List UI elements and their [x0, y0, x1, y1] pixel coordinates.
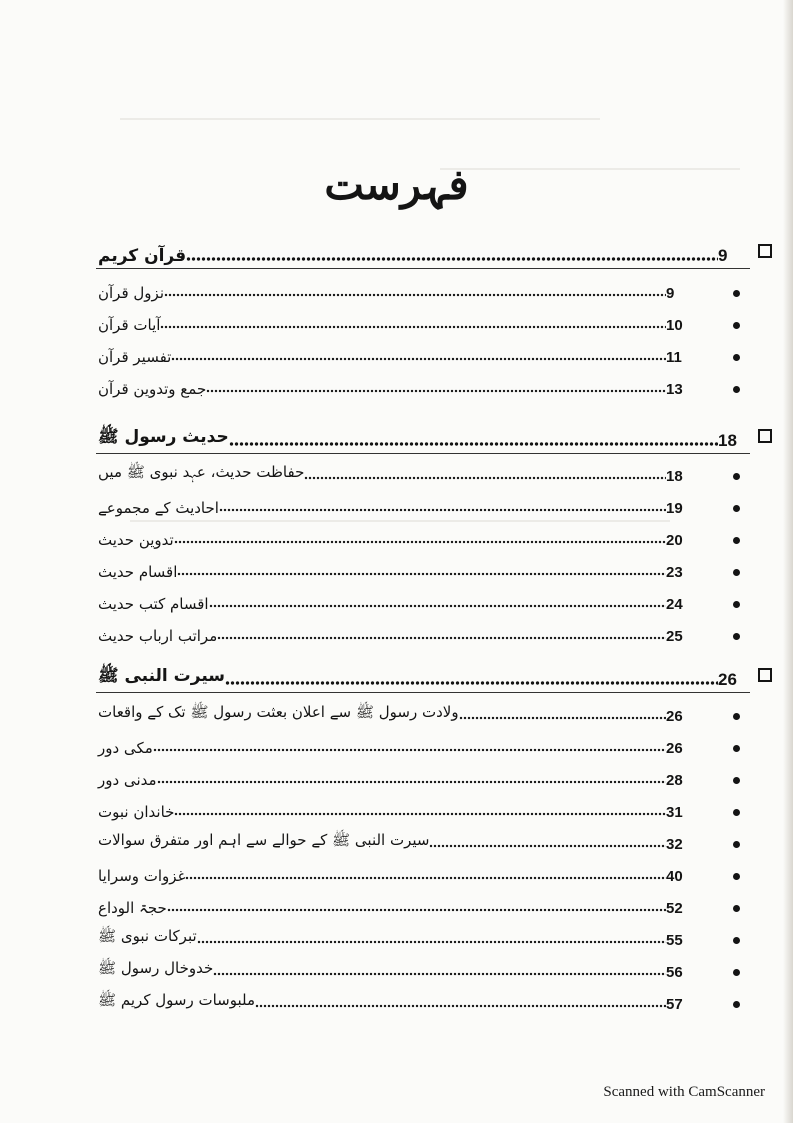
page-number: 10	[666, 317, 683, 334]
dot-leader	[174, 540, 666, 544]
section-marker-icon	[758, 429, 772, 443]
entry-row[interactable]	[94, 895, 694, 917]
section-title: حدیث رسول ﷺ	[98, 427, 229, 447]
entry-title: احادیث کے مجموعے	[98, 499, 219, 517]
entry-row[interactable]	[94, 376, 694, 398]
dot-leader	[209, 604, 666, 608]
dot-leader	[167, 908, 666, 912]
page-number: 11	[666, 349, 682, 366]
entry-row[interactable]	[94, 959, 694, 981]
entry-title: مراتب ارباب حدیث	[98, 627, 218, 645]
bullet-icon	[733, 601, 740, 608]
dot-leader	[304, 476, 666, 480]
section-row[interactable]	[94, 240, 746, 266]
entry-title: آیات قرآن	[98, 316, 161, 334]
page-number: 26	[718, 670, 737, 689]
section-row[interactable]	[94, 425, 746, 451]
entry-row[interactable]	[94, 623, 694, 645]
page-number: 40	[666, 868, 683, 885]
page-number: 9	[718, 246, 728, 265]
bullet-icon	[733, 937, 740, 944]
bullet-icon	[733, 713, 740, 720]
dot-leader	[229, 442, 718, 446]
bullet-icon	[733, 905, 740, 912]
page-number: 23	[666, 564, 683, 581]
section-marker-icon	[758, 668, 772, 682]
page-number: 24	[666, 596, 683, 613]
dot-leader	[174, 812, 666, 816]
entry-row[interactable]	[94, 527, 694, 549]
entry-title: نزول قرآن	[98, 284, 164, 302]
dot-leader	[206, 389, 666, 393]
bullet-icon	[733, 633, 740, 640]
entry-title: تفسیر قرآن	[98, 348, 172, 366]
bullet-icon	[733, 322, 740, 329]
dot-leader	[177, 572, 666, 576]
entry-row[interactable]	[94, 767, 694, 789]
entry-title: مکی دور	[98, 739, 153, 757]
dot-leader	[164, 293, 666, 297]
page-number: 19	[666, 500, 683, 517]
section-title: سیرت النبی ﷺ	[98, 666, 225, 686]
section-underline	[96, 268, 750, 269]
bullet-icon	[733, 777, 740, 784]
entry-row[interactable]	[94, 312, 694, 334]
bullet-icon	[733, 473, 740, 480]
entry-row[interactable]	[94, 280, 694, 302]
entry-row[interactable]	[94, 344, 694, 366]
entry-row[interactable]	[94, 591, 694, 613]
dot-leader	[171, 357, 666, 361]
entry-row[interactable]	[94, 831, 694, 853]
entry-title: تدوین حدیث	[98, 531, 174, 549]
page-number: 9	[666, 285, 675, 302]
dot-leader	[186, 257, 718, 261]
bullet-icon	[733, 505, 740, 512]
page-number: 18	[718, 431, 737, 450]
page-number: 18	[666, 468, 683, 485]
dot-leader	[197, 940, 666, 944]
scanner-watermark: Scanned with CamScanner	[603, 1084, 765, 1100]
bullet-icon	[733, 1001, 740, 1008]
entry-row[interactable]	[94, 863, 694, 885]
bullet-icon	[733, 809, 740, 816]
dot-leader	[160, 325, 666, 329]
section-marker-icon	[758, 244, 772, 258]
entry-title: اقسام حدیث	[98, 563, 178, 581]
dot-leader	[459, 716, 666, 720]
page-number: 55	[666, 932, 683, 949]
entry-title: اقسام کتب حدیث	[98, 595, 209, 613]
page-number: 13	[666, 381, 683, 398]
bullet-icon	[733, 537, 740, 544]
bullet-icon	[733, 841, 740, 848]
page-number: 57	[666, 996, 683, 1013]
entry-row[interactable]	[94, 991, 694, 1013]
entry-title: سیرت النبی ﷺ کے حوالے سے اہم اور متفرق سوالات	[98, 831, 430, 849]
section-underline	[96, 692, 750, 693]
page-number: 25	[666, 628, 683, 645]
entry-title: ولادت رسول ﷺ سے اعلان بعثت رسول ﷺ تک کے واقعات	[98, 703, 459, 721]
entry-row[interactable]	[94, 703, 694, 725]
bullet-icon	[733, 569, 740, 576]
section-title: قرآن کریم	[98, 246, 187, 266]
entry-title: حفاظت حدیث، عہد نبوی ﷺ میں	[98, 463, 305, 481]
dot-leader	[213, 972, 666, 976]
section-underline	[96, 453, 750, 454]
bullet-icon	[733, 354, 740, 361]
entry-title: تبرکات نبوی ﷺ	[98, 927, 197, 945]
bullet-icon	[733, 873, 740, 880]
dot-leader	[157, 780, 666, 784]
entry-title: حجۃ الوداع	[98, 899, 167, 917]
section-row[interactable]	[94, 664, 746, 690]
page-number: 32	[666, 836, 683, 853]
dot-leader	[225, 681, 718, 685]
entry-row[interactable]	[94, 559, 694, 581]
entry-title: خاندان نبوت	[98, 803, 175, 821]
page-number: 26	[666, 708, 683, 725]
dot-leader	[429, 844, 666, 848]
entry-title: خدوخال رسول ﷺ	[98, 959, 214, 977]
page-title: فہرست	[324, 160, 469, 209]
entry-title: غزوات وسرایا	[98, 867, 186, 885]
dot-leader	[219, 508, 666, 512]
entry-title: مدنی دور	[98, 771, 157, 789]
page-number: 20	[666, 532, 683, 549]
entry-row[interactable]	[94, 735, 694, 757]
bullet-icon	[733, 969, 740, 976]
entry-title: ملبوسات رسول کریم ﷺ	[98, 991, 255, 1009]
page-number: 31	[666, 804, 683, 821]
bullet-icon	[733, 745, 740, 752]
entry-row[interactable]	[94, 463, 694, 485]
bullet-icon	[733, 290, 740, 297]
entry-row[interactable]	[94, 927, 694, 949]
dot-leader	[217, 636, 666, 640]
entry-title: جمع وتدوین قرآن	[98, 380, 207, 398]
dot-leader	[255, 1004, 666, 1008]
bullet-icon	[733, 386, 740, 393]
dot-leader	[185, 876, 666, 880]
entry-row[interactable]	[94, 799, 694, 821]
page-number: 28	[666, 772, 683, 789]
page-number: 56	[666, 964, 683, 981]
page-number: 26	[666, 740, 683, 757]
dot-leader	[153, 748, 666, 752]
entry-row[interactable]	[94, 495, 694, 517]
page-number: 52	[666, 900, 683, 917]
